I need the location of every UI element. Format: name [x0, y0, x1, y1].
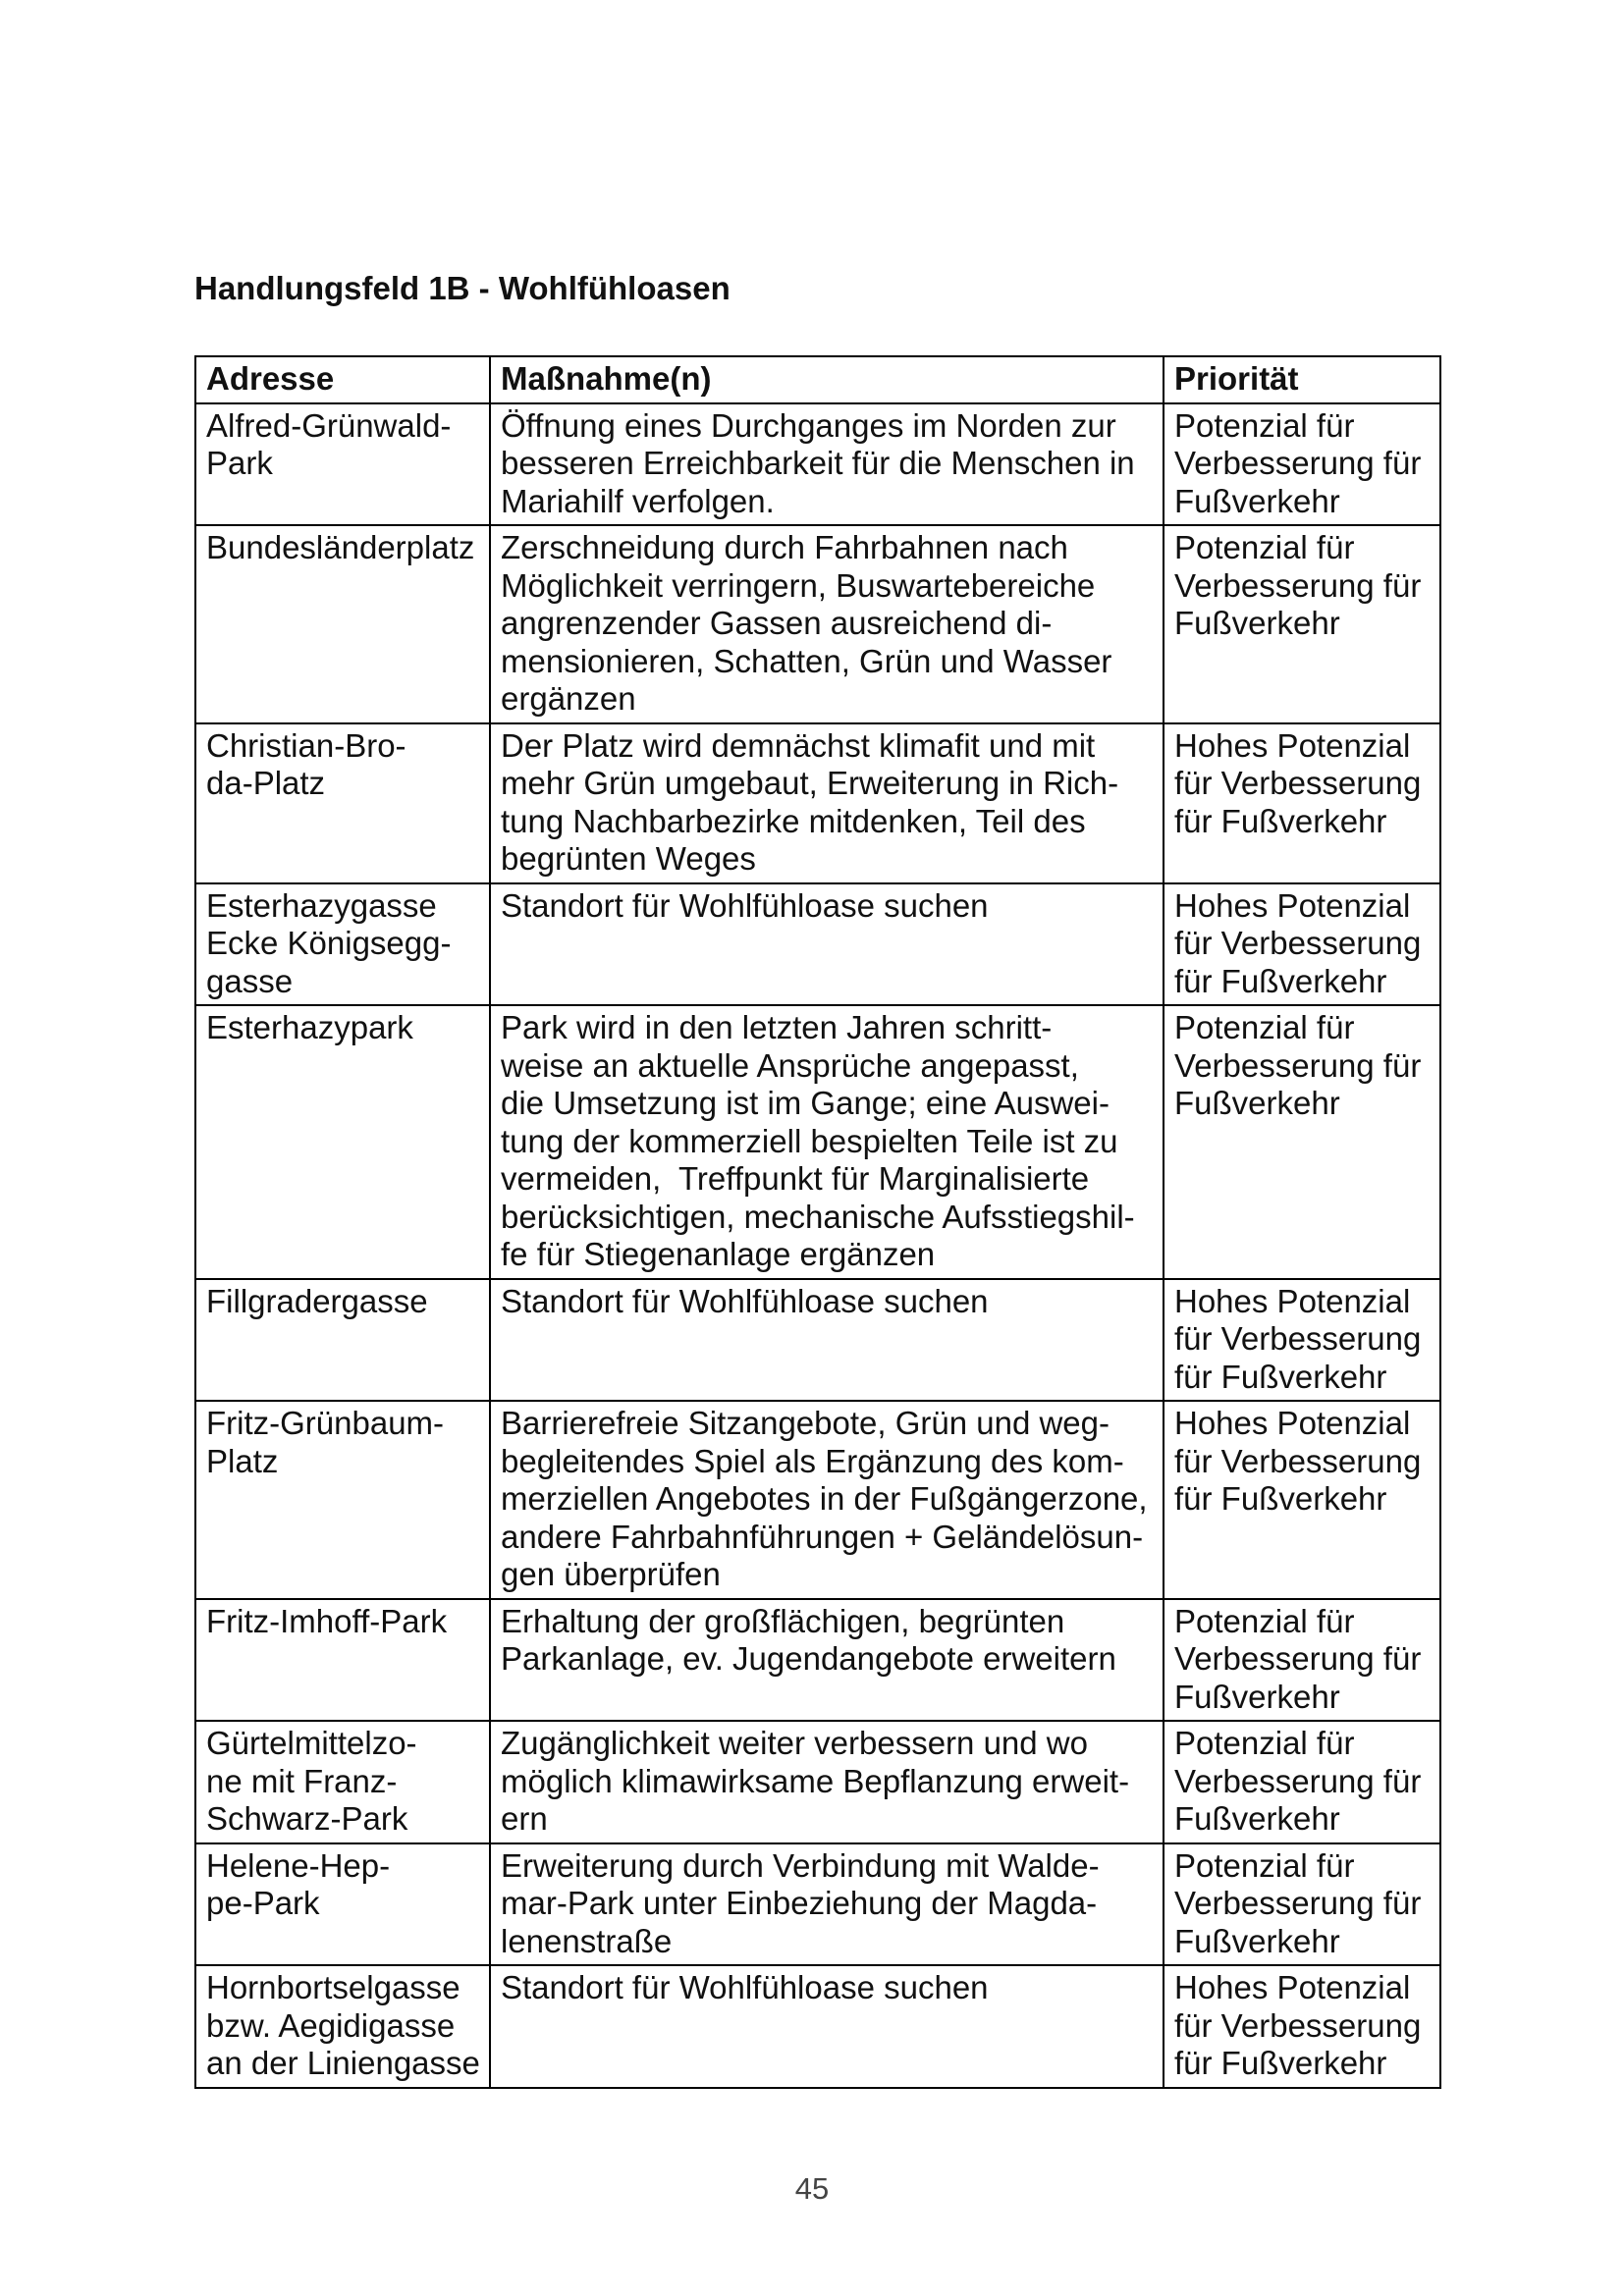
priority-cell [1164, 723, 1440, 883]
address-cell [195, 1721, 490, 1843]
cell-line: für Fußverkehr [1174, 1358, 1387, 1395]
cell-line: für Verbesserung [1174, 1442, 1422, 1479]
cell-line: Potenzial für [1174, 1725, 1355, 1761]
cell-line: Bundesländerplatz [206, 529, 475, 565]
cell-line: für Fußverkehr [1174, 962, 1387, 999]
address-cell [195, 883, 490, 1006]
cell-line: Fillgradergasse [206, 1282, 428, 1319]
cell-line: Hohes Potenzial [1174, 1969, 1411, 2005]
cell-line: Fußverkehr [1174, 482, 1340, 519]
measure-cell [490, 1401, 1164, 1599]
table-row [195, 1843, 1440, 1966]
measure-cell [490, 525, 1164, 723]
cell-line: lenenstraße [501, 1922, 673, 1959]
measures-table [194, 355, 1441, 2089]
cell-line: Hohes Potenzial [1174, 1282, 1411, 1319]
column-header-measures: Maßnahme(n) [490, 356, 1164, 403]
cell-line: Potenzial für [1174, 406, 1355, 444]
cell-line: Mariahilf verfolgen. [501, 482, 775, 519]
cell-line: Verbesserung für [1174, 1640, 1422, 1677]
table-row [195, 1721, 1440, 1843]
cell-line: Erhaltung der großflächigen, begrünten [501, 1602, 1065, 1639]
cell-line: Standort für Wohlfühloase suchen [501, 1969, 989, 2005]
cell-line: Platz [206, 1442, 279, 1479]
measure-cell [490, 883, 1164, 1006]
cell-line: bzw. Aegidigasse [206, 2006, 456, 2044]
cell-line: Ecke Königsegg- [206, 925, 452, 961]
cell-line: Esterhazypark [206, 1009, 413, 1045]
cell-line: für Verbesserung [1174, 925, 1422, 961]
cell-line: Park [206, 445, 273, 481]
measure-cell [490, 1721, 1164, 1843]
cell-line: tung der kommerziell bespielten Teile ist zu [501, 1122, 1118, 1159]
cell-line: weise an aktuelle Ansprüche angepasst, [501, 1046, 1079, 1084]
cell-line: Potenzial für [1174, 1009, 1355, 1045]
cell-line: pe-Park [206, 1885, 320, 1921]
priority-cell [1164, 1843, 1440, 1966]
cell-line: da-Platz [206, 765, 326, 801]
cell-line: Möglichkeit verringern, Buswartebereiche [501, 566, 1096, 604]
cell-line: Hornbortselgasse [206, 1969, 460, 2005]
cell-line: Standort für Wohlfühloase suchen [501, 886, 989, 924]
measure-cell [490, 1005, 1164, 1279]
cell-line: Öffnung eines Durchganges im Norden zur [501, 406, 1116, 444]
cell-line: gasse [206, 962, 294, 999]
measure-cell [490, 1279, 1164, 1402]
address-cell [195, 1401, 490, 1599]
column-header-priority: Priorität [1164, 356, 1440, 403]
cell-line: Christian-Bro- [206, 726, 406, 764]
cell-line: für Verbesserung [1174, 2006, 1422, 2044]
cell-line: vermeiden, Treffpunkt für Marginalisierte [501, 1160, 1090, 1197]
priority-cell [1164, 525, 1440, 723]
priority-cell [1164, 1599, 1440, 1722]
page-number: 45 [794, 2171, 830, 2206]
measure-cell [490, 723, 1164, 883]
cell-line: mar-Park unter Einbeziehung der Magda- [501, 1885, 1098, 1921]
measure-cell [490, 1599, 1164, 1722]
cell-line: Verbesserung für [1174, 1046, 1422, 1084]
cell-line: für Fußverkehr [1174, 1480, 1387, 1517]
cell-line: für Verbesserung [1174, 1320, 1422, 1357]
cell-line: mensionieren, Schatten, Grün und Wasser [501, 642, 1112, 679]
address-cell [195, 723, 490, 883]
priority-cell [1164, 1965, 1440, 2088]
cell-line: mehr Grün umgebaut, Erweiterung in Rich- [501, 765, 1119, 801]
cell-line: ne mit Franz- [206, 1762, 398, 1799]
table-row [195, 723, 1440, 883]
cell-line: merziellen Angebotes in der Fußgängerzone, [501, 1480, 1148, 1517]
cell-line: Barrierefreie Sitzangebote, Grün und weg- [501, 1405, 1110, 1441]
cell-line: Verbesserung für [1174, 1885, 1422, 1921]
cell-line: Gürtelmittelzo- [206, 1725, 417, 1761]
cell-line: Standort für Wohlfühloase suchen [501, 1282, 989, 1319]
cell-line: Der Platz wird demnächst klimafit und mit [501, 726, 1096, 764]
section-heading: Handlungsfeld 1B - Wohlfühloasen [194, 270, 731, 306]
address-cell [195, 403, 490, 526]
cell-line: Zugänglichkeit weiter verbessern und wo [501, 1725, 1088, 1761]
table-row [195, 1965, 1440, 2088]
cell-line: für Verbesserung [1174, 765, 1422, 801]
cell-line: Fritz-Imhoff-Park [206, 1602, 448, 1639]
table-row [195, 1279, 1440, 1402]
cell-line: Verbesserung für [1174, 566, 1422, 604]
cell-line: andere Fahrbahnführungen + Geländelösun- [501, 1518, 1144, 1555]
cell-line: Fußverkehr [1174, 1922, 1340, 1959]
table-row [195, 1005, 1440, 1279]
cell-line: Hohes Potenzial [1174, 1405, 1411, 1441]
cell-line: tung Nachbarbezirke mitdenken, Teil des [501, 802, 1086, 839]
priority-cell [1164, 403, 1440, 526]
cell-line: Zerschneidung durch Fahrbahnen nach [501, 529, 1068, 565]
cell-line: begrünten Weges [501, 840, 756, 877]
table-row [195, 1401, 1440, 1599]
priority-cell [1164, 1721, 1440, 1843]
cell-line: Helene-Hep- [206, 1846, 391, 1884]
table-header-row [195, 356, 1440, 403]
address-cell [195, 525, 490, 723]
cell-line: Verbesserung für [1174, 1762, 1422, 1799]
cell-line: ern [501, 1800, 548, 1837]
table-row [195, 883, 1440, 1006]
table-row [195, 525, 1440, 723]
cell-line: die Umsetzung ist im Gange; eine Auswei- [501, 1085, 1110, 1121]
cell-line: berücksichtigen, mechanische Aufsstiegshil- [501, 1198, 1135, 1235]
cell-line: möglich klimawirksame Bepflanzung erweit- [501, 1762, 1130, 1799]
cell-line: angrenzender Gassen ausreichend di- [501, 605, 1053, 641]
cell-line: begleitendes Spiel als Ergänzung des kom- [501, 1442, 1124, 1479]
cell-line: besseren Erreichbarkeit für die Menschen in [501, 445, 1135, 481]
cell-line: ergänzen [501, 680, 636, 717]
cell-line: Fußverkehr [1174, 1800, 1340, 1837]
cell-line: Verbesserung für [1174, 445, 1422, 481]
address-cell [195, 1279, 490, 1402]
table-row [195, 1599, 1440, 1722]
cell-line: an der Liniengasse [206, 2045, 480, 2081]
address-cell [195, 1599, 490, 1722]
cell-line: Hohes Potenzial [1174, 886, 1411, 924]
cell-line: Hohes Potenzial [1174, 726, 1411, 764]
cell-line: Esterhazygasse [206, 886, 437, 924]
cell-line: fe für Stiegenanlage ergänzen [501, 1236, 936, 1272]
cell-line: gen überprüfen [501, 1556, 721, 1592]
cell-line: Potenzial für [1174, 1846, 1355, 1884]
measure-cell [490, 403, 1164, 526]
cell-line: Potenzial für [1174, 1602, 1355, 1639]
cell-line: für Fußverkehr [1174, 802, 1387, 839]
priority-cell [1164, 883, 1440, 1006]
address-cell [195, 1005, 490, 1279]
priority-cell [1164, 1005, 1440, 1279]
cell-line: Fußverkehr [1174, 605, 1340, 641]
cell-line: Fußverkehr [1174, 1678, 1340, 1715]
table-body [195, 403, 1440, 2088]
cell-line: Potenzial für [1174, 529, 1355, 565]
cell-line: Alfred-Grünwald- [206, 406, 452, 444]
cell-line: Schwarz-Park [206, 1800, 408, 1837]
cell-line: für Fußverkehr [1174, 2045, 1387, 2081]
column-header-address: Adresse [195, 356, 490, 403]
address-cell [195, 1843, 490, 1966]
cell-line: Fritz-Grünbaum- [206, 1405, 445, 1441]
measure-cell [490, 1965, 1164, 2088]
measure-cell [490, 1843, 1164, 1966]
table-row [195, 403, 1440, 526]
cell-line: Park wird in den letzten Jahren schritt- [501, 1009, 1053, 1045]
cell-line: Fußverkehr [1174, 1085, 1340, 1121]
cell-line: Parkanlage, ev. Jugendangebote erweitern [501, 1640, 1116, 1677]
address-cell [195, 1965, 490, 2088]
cell-line: Erweiterung durch Verbindung mit Walde- [501, 1846, 1100, 1884]
priority-cell [1164, 1279, 1440, 1402]
priority-cell [1164, 1401, 1440, 1599]
